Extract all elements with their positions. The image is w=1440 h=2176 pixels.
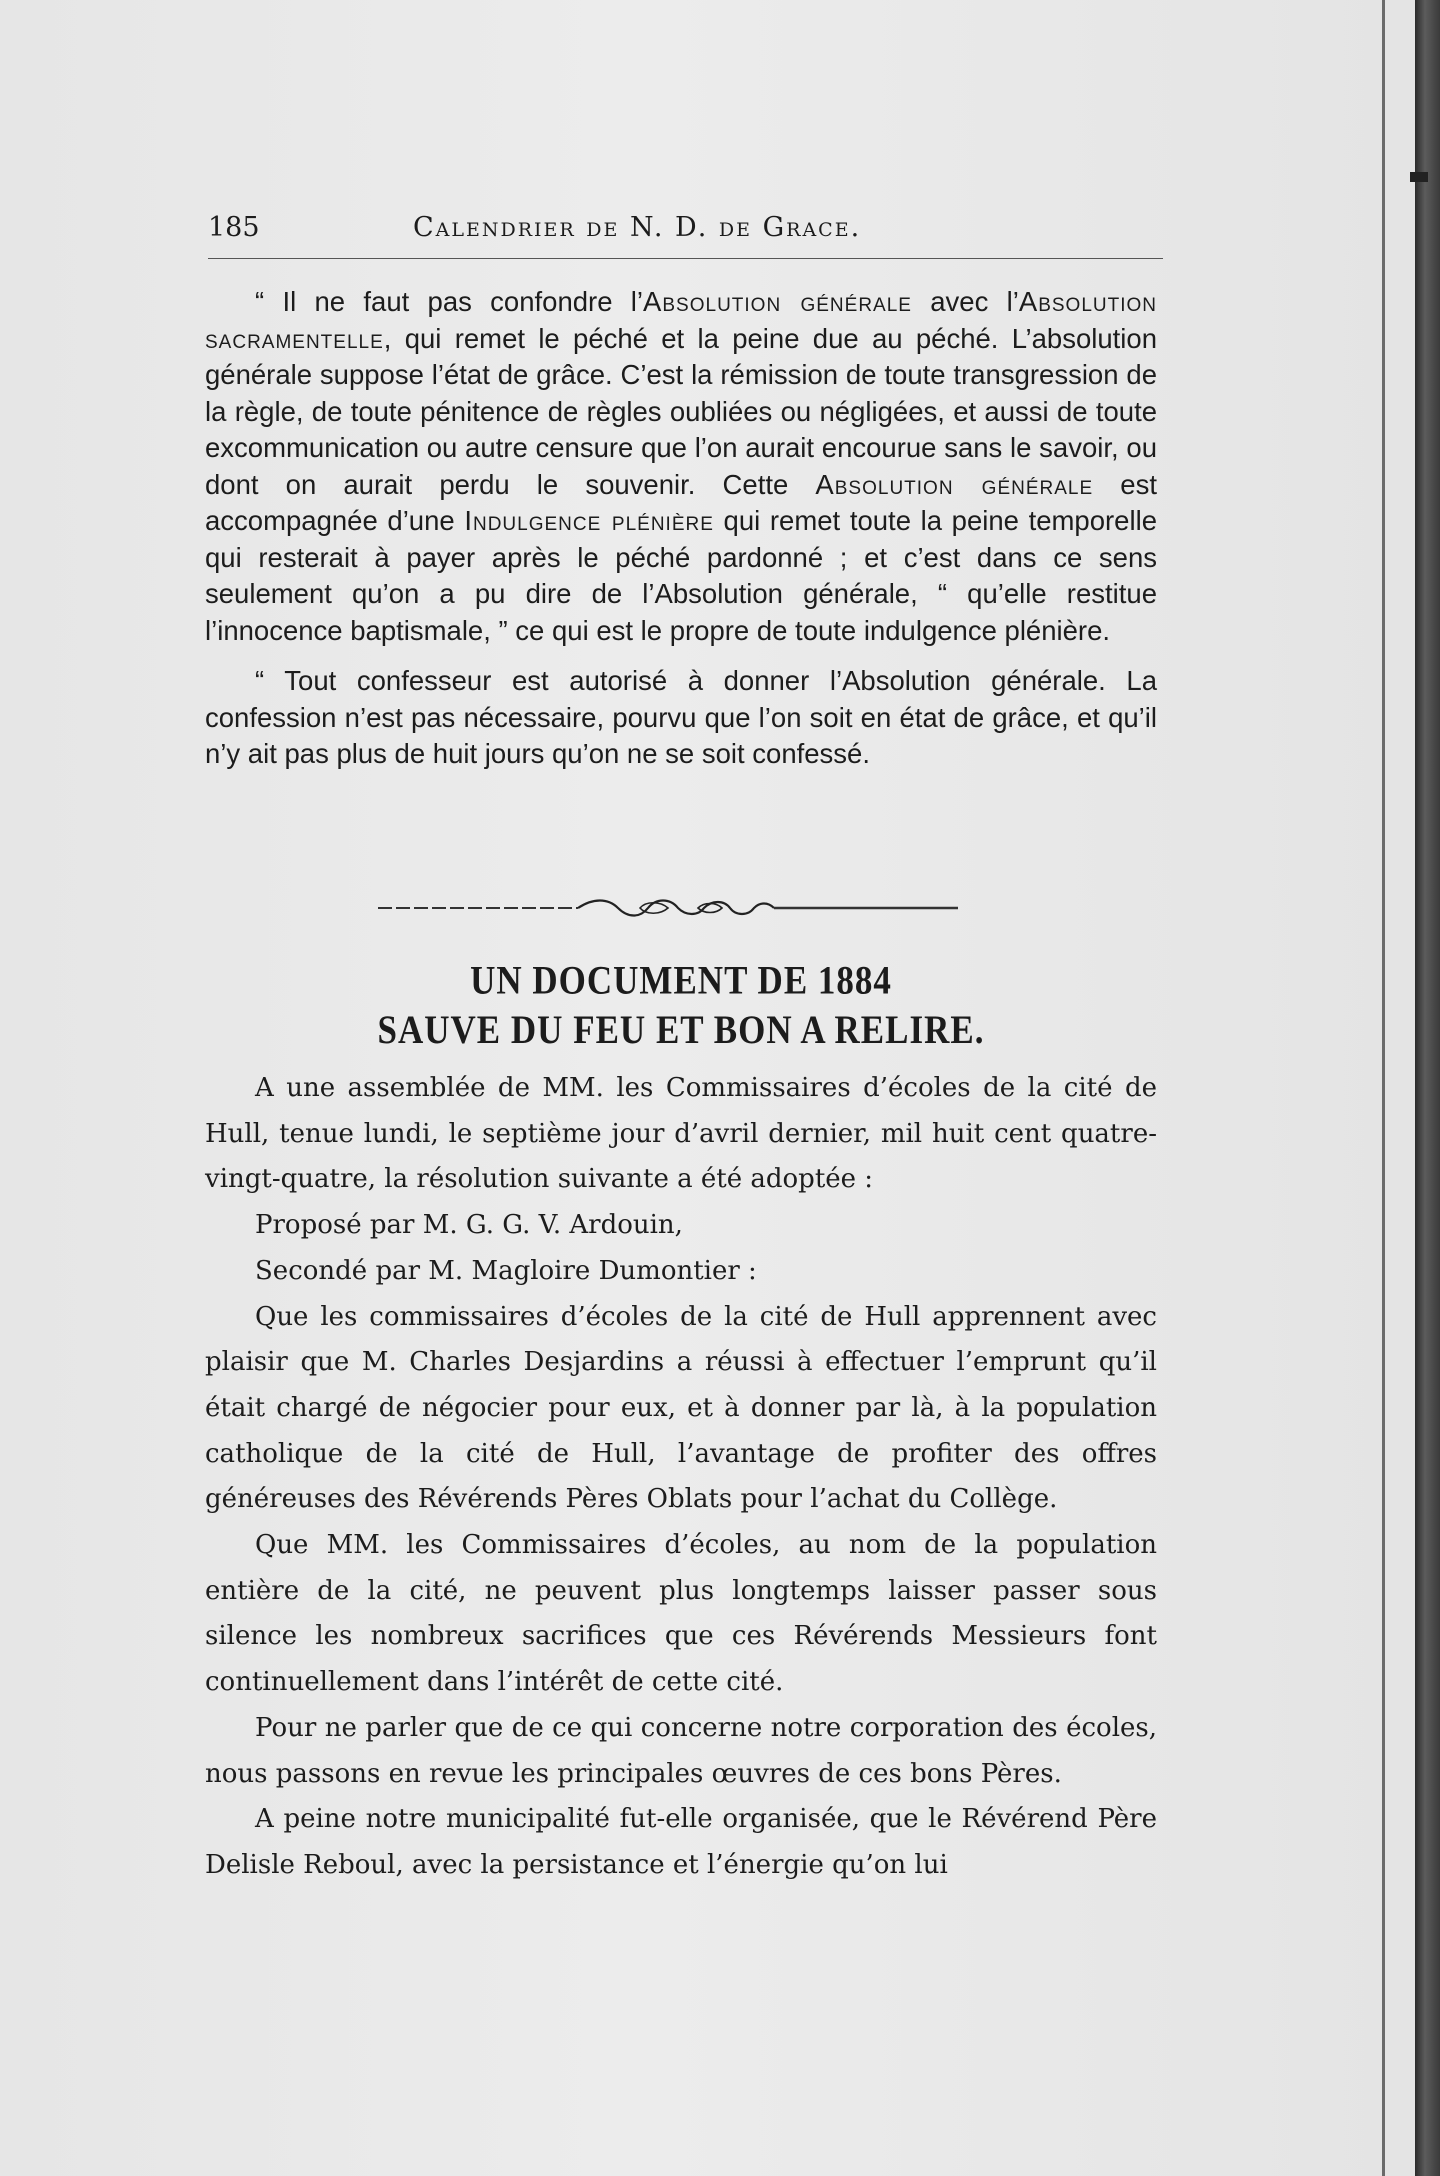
resolution-paragraph-2: Que MM. les Commissaires d’écoles, au nom de la population entière de la cité, ne peuvent plus longtemps laisser passer sous silence les nombreux sacrifices que ces Révérends Messieurs font continuellement dans l’intérêt de cette cité. <box>205 1530 1157 1698</box>
resolution-paragraph-3: Pour ne parler que de ce qui concerne notre corporation des écoles, nous passons en revue les principales œuvres de ces bons Pères. <box>205 1712 1157 1789</box>
term-indulgence-pleniere: Indulgence plénière <box>464 505 714 536</box>
resolution-paragraph-1: Que les commissaires d’écoles de la cité de Hull apprennent avec plaisir que M. Charles Desjardins a réussi à effectuer l’emprunt qu’il était chargé de négocier pour eux, et à donner par là, à la population catholique de la cité de Hull, l’avantage de profiter des offres généreuses des Révérends Pères Oblats pour l’achat du Collège. <box>205 1301 1157 1515</box>
term-absolution-sacramentelle: Absolution sacramentelle <box>205 286 1157 354</box>
absolution-paragraph: “ Il ne faut pas confondre l’Absolution générale avec l’Absolution sacramentelle, qui remet le péché et la peine due au péché. L’absolution générale suppose l’état de grâce. C’est la rémission de toute transgression de la règle, de toute pénitence de règles oubliées ou négligées, et aussi de toute excommunication ou autre censure que l’on aurait encourue sans le savoir, ou dont on aurait perdu le souvenir. Cette Absolution générale est accompagnée d’une Indulgence plénière qui remet toute la peine temporelle qui resterait à payer après le péché pardonné ; et c’est dans ce sens seulement qu’on a pu dire de l’Absolution générale, “ qu’elle restitue l’innocence baptismale, ” ce qui est le propre de toute indulgence plénière. <box>205 286 1157 646</box>
absolution-passage <box>205 284 1157 773</box>
page-edge <box>1415 0 1440 2176</box>
term-absolution-generale: Absolution générale <box>815 468 1094 500</box>
page-number: 185 <box>208 212 260 243</box>
header-rule <box>208 258 1163 259</box>
page-gutter-line <box>1382 0 1385 2176</box>
confesseur-paragraph: “ Tout confesseur est autorisé à donner l’Absolution générale. La confession n’est pas nécessaire, pourvu que l’on soit en état de grâce, et qu’il n’y ait pas plus de huit jours qu’on ne se soit confessé. <box>205 665 1157 769</box>
term-absolution-generale: Absolution générale <box>643 286 912 317</box>
proposer-line: Proposé par M. G. G. V. Ardouin, <box>255 1210 683 1241</box>
seconder-line: Secondé par M. Magloire Dumontier : <box>255 1255 757 1286</box>
ornamental-divider-icon <box>378 888 958 928</box>
section-title-line-2: SAUVE DU FEU ET BON A RELIRE. <box>377 1007 985 1053</box>
section-title <box>205 956 1157 1055</box>
assembly-paragraph: A une assemblée de MM. les Commissaires d’écoles de la cité de Hull, tenue lundi, le septième jour d’avril dernier, mil huit cent quatre-vingt-quatre, la résolution suivante a été adoptée : <box>205 1073 1157 1195</box>
running-header <box>208 212 1163 260</box>
section-title-line-1: UN DOCUMENT DE 1884 <box>470 957 892 1003</box>
running-title: Calendrier de N. D. de Grace. <box>413 212 862 243</box>
spine-mark <box>1410 172 1428 182</box>
document-passage <box>205 1066 1157 1889</box>
resolution-paragraph-4: A peine notre municipalité fut-elle organisée, que le Révérend Père Delisle Reboul, avec la persistance et l’énergie qu’on lui <box>205 1804 1157 1880</box>
